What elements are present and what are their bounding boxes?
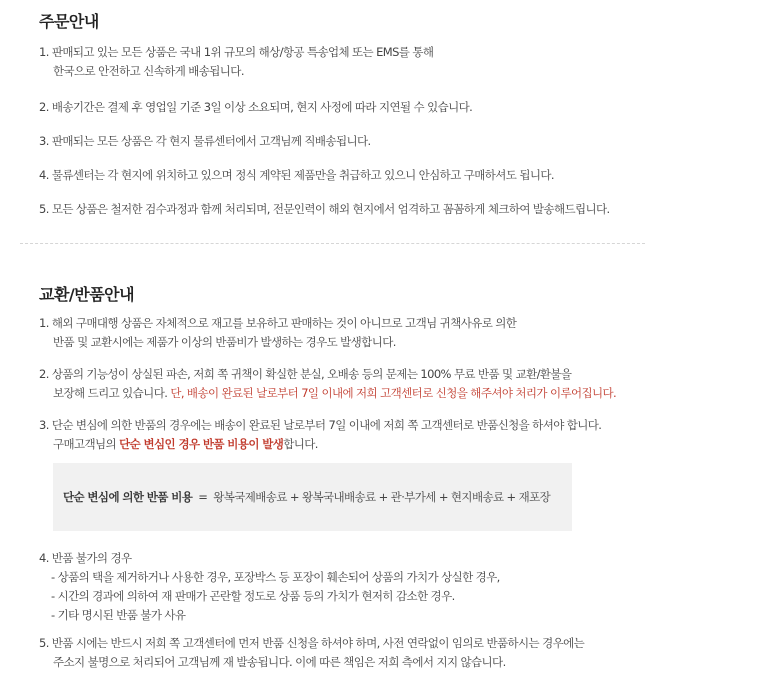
return-item-3-line1: 3. 단순 변심에 의한 반품의 경우에는 배송이 완료된 날로부터 7일 이내에 저희 쪽 고객센터로 반품신청을 하셔야 합니다. xyxy=(39,418,602,432)
list-item xyxy=(39,200,759,219)
return-cost-equals: = xyxy=(198,490,208,504)
return-item-4-sub-2: - 시간의 경과에 의하여 재 판매가 곤란할 정도로 상품 등의 가치가 현저히 감소한 경우. xyxy=(51,589,455,603)
list-item xyxy=(39,634,759,672)
return-cost-label: 단순 변심에 의한 반품 비용 xyxy=(63,490,193,504)
return-item-3-line2-b: 합니다. xyxy=(283,437,318,451)
order-item-1-line2: 한국으로 안전하고 신속하게 배송됩니다. xyxy=(53,64,244,78)
order-item-3-line1: 3. 판매되는 모든 상품은 각 현지 물류센터에서 고객님께 직배송됩니다. xyxy=(39,134,371,148)
return-cost-formula: 왕복국제배송료 + 왕복국내배송료 + 관·부가세 + 현지배송료 + 재포장 xyxy=(213,490,551,504)
return-item-4-sub-3: - 기타 명시된 반품 불가 사유 xyxy=(51,608,186,622)
return-item-3-line2-highlight: 단순 변심인 경우 반품 비용이 발생 xyxy=(119,437,284,451)
list-item xyxy=(39,314,759,352)
return-guide-list-2 xyxy=(39,549,759,672)
list-item xyxy=(39,549,759,625)
return-item-3-line2-a: 구매고객님의 xyxy=(53,437,120,451)
return-cost-box xyxy=(53,463,572,531)
order-guide-title: 주문안내 xyxy=(39,12,99,31)
order-item-4-line1: 4. 물류센터는 각 현지에 위치하고 있으며 정식 계약된 제품만을 취급하고 있으니 안심하고 구매하셔도 됩니다. xyxy=(39,168,554,182)
return-item-4-sub-1: - 상품의 택을 제거하거나 사용한 경우, 포장박스 등 포장이 훼손되어 상품의 가치가 상실한 경우, xyxy=(51,570,500,584)
list-item xyxy=(39,132,759,151)
return-item-1-line1: 1. 해외 구매대행 상품은 자체적으로 재고를 보유하고 판매하는 것이 아니므로 고객님 귀책사유로 의한 xyxy=(39,316,517,330)
return-item-2-line1: 2. 상품의 기능성이 상실된 파손, 저희 쪽 귀책이 확실한 분실, 오배송 등의 문제는 100% 무료 반품 및 교환/환불을 xyxy=(39,367,572,381)
order-item-2-line1: 2. 배송기간은 결제 후 영업일 기준 3일 이상 소요되며, 현지 사정에 따라 지연될 수 있습니다. xyxy=(39,100,473,114)
return-item-5-line1: 5. 반품 시에는 반드시 저희 쪽 고객센터에 먼저 반품 신청을 하셔야 하며, 사전 연락없이 임의로 반품하시는 경우에는 xyxy=(39,636,585,650)
order-guide-list xyxy=(39,43,759,219)
return-item-2-line2-highlight: 단, 배송이 완료된 날로부터 7일 이내에 저희 고객센터로 신청을 해주셔야 처리가 이루어집니다. xyxy=(170,386,617,400)
return-item-4-line1: 4. 반품 불가의 경우 xyxy=(39,551,132,565)
return-item-2-line2 xyxy=(39,384,759,403)
return-guide-list xyxy=(39,314,759,454)
order-item-5-line1: 5. 모든 상품은 철저한 검수과정과 함께 처리되며, 전문인력이 해외 현지에서 엄격하고 꼼꼼하게 체크하여 발송해드립니다. xyxy=(39,202,610,216)
section-divider xyxy=(20,243,645,244)
list-item xyxy=(39,365,759,403)
return-item-3-line2 xyxy=(39,435,759,454)
list-item xyxy=(39,43,759,81)
list-item xyxy=(39,416,759,454)
return-item-1-line2: 반품 및 교환시에는 제품가 이상의 반품비가 발생하는 경우도 발생합니다. xyxy=(53,335,396,349)
list-item xyxy=(39,166,759,185)
order-item-1-line1: 1. 판매되고 있는 모든 상품은 국내 1위 규모의 해상/항공 특송업체 또는 EMS를 통해 xyxy=(39,45,434,59)
return-item-5-line2: 주소지 불명으로 처리되어 고객님께 재 발송됩니다. 이에 따른 책임은 저희 측에서 지지 않습니다. xyxy=(53,655,506,669)
list-item xyxy=(39,98,759,117)
return-guide-title: 교환/반품안내 xyxy=(39,285,135,304)
return-item-2-line2-plain: 보장해 드리고 있습니다. xyxy=(53,386,171,400)
